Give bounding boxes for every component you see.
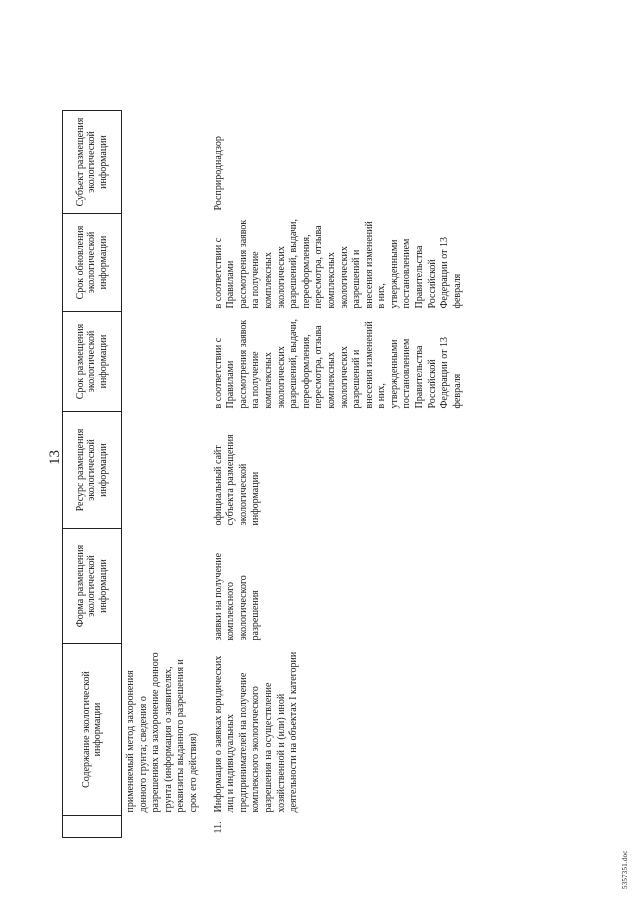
row-period [122,312,203,412]
document-code: 5357351.doc [621,850,629,889]
header-subject: Субъект размещения экологической информации [63,111,122,214]
table-row [203,111,467,838]
row-form: заявки на получение комплексного экологического разрешения [212,552,262,641]
row-content: применяемый метод захоронения донного грунта; сведения о разрешениях на захоронение донного грунта (информация о заявителях, реквизиты выданного разрешения и срок его действия) [125,652,199,813]
header-num [63,816,122,838]
row-resource: официальный сайт субъекта размещения экологической информации [212,434,262,526]
header-period: Срок размещения экологической информации [63,312,122,412]
row-num [122,816,203,838]
header-resource: Ресурс размещения экологической информации [63,412,122,529]
header-content: Содержание экологической информации [63,644,122,816]
row-content: Информация о заявках юридических лиц и индивидуальных предпринимателей на получение комплексного экологического разрешения на осуществление хозяйственной и (или) иной деятельности на объектах I категории [212,651,300,813]
row-update: в соответствии с Правилами рассмотрения заявок на получение комплексных экологических разрешений, выдачи, переоформления, пересмотра, отзыва комплексных экологических разрешений и внесения изменений в них, утвержденными постановлением Правительства Российской Федерации от 13 февраля [212,219,463,309]
page-number: 13 [47,450,63,465]
header-update: Срок обновления экологической информации [63,214,122,312]
table-header-row [63,111,122,838]
header-form: Форма размещения экологической информации [63,529,122,644]
row-update [122,214,203,312]
row-subject [122,111,203,214]
table-row [122,111,203,838]
row-subject: Росприроднадзор [212,136,224,211]
row-num: 11. [212,821,224,834]
row-resource [122,412,203,529]
row-period: в соответствии с Правилами рассмотрения заявок на получение комплексных экологических разрешений, выдачи, переоформления, пересмотра, отзыва комплексных экологических разрешений и внесения изменений в них, утвержденными постановлением Правительства Российской Федерации от 13 февраля [212,319,463,409]
environmental-info-table [62,110,466,838]
row-form [122,529,203,644]
